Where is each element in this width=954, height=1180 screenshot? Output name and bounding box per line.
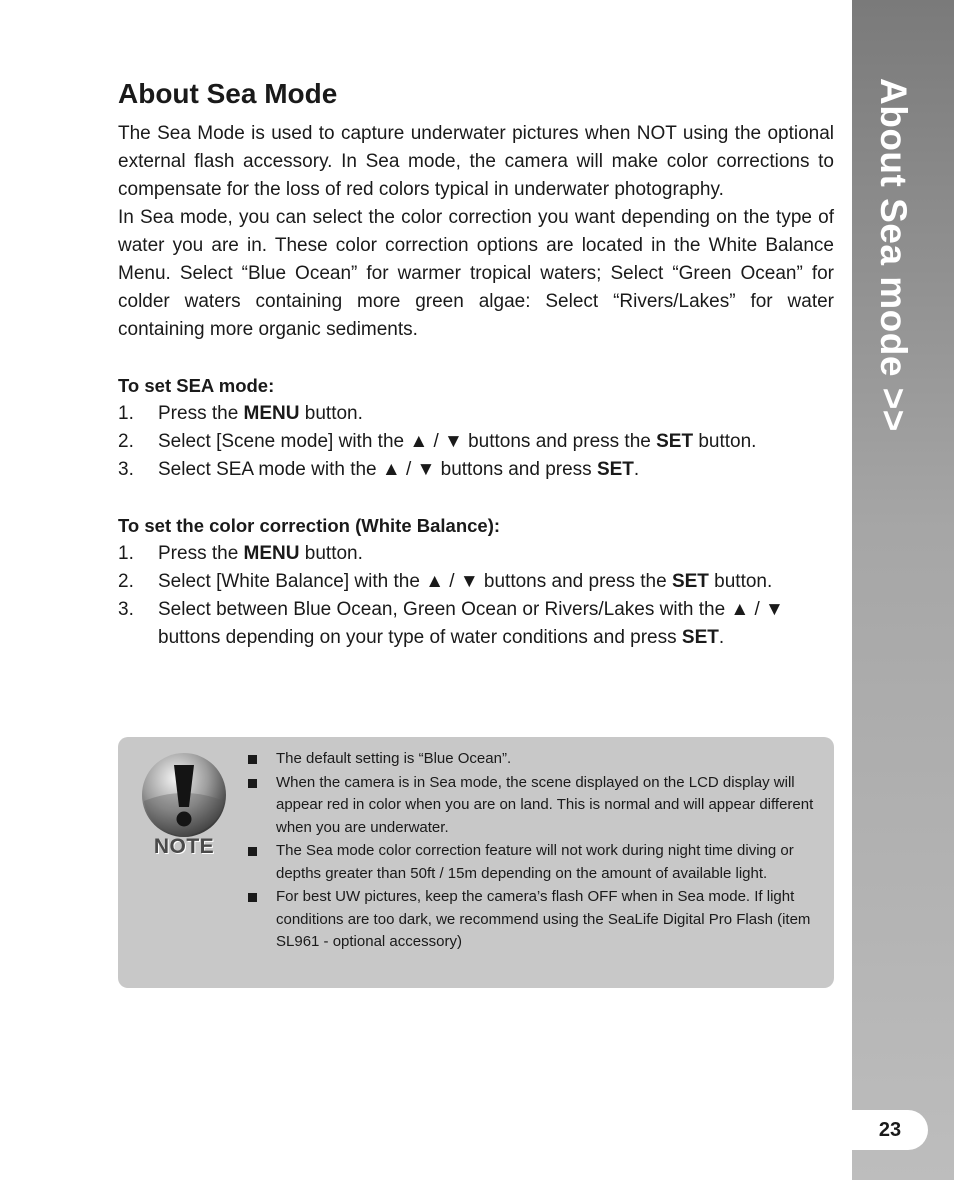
list-item — [246, 772, 822, 840]
step-key: SET — [596, 459, 634, 480]
page-title: About Sea Mode — [118, 78, 338, 109]
step-number: 1. — [118, 403, 134, 424]
step-text: Select SEA mode with the ▲ / ▼ buttons and press — [158, 459, 597, 480]
step-number: 1. — [118, 543, 134, 564]
step-text: Select [White Balance] with the ▲ / ▼ buttons and press the — [158, 571, 672, 592]
list-item — [118, 540, 834, 568]
step-number: 3. — [118, 459, 134, 480]
step-key: SET — [671, 571, 709, 592]
step-text: Press the — [158, 543, 244, 564]
list-item — [246, 748, 822, 771]
step-number: 2. — [118, 571, 134, 592]
list-item — [118, 456, 834, 484]
step-text: . — [633, 459, 640, 480]
bullet-icon — [246, 772, 276, 840]
intro-paragraph-1: The Sea Mode is used to capture underwater pictures when NOT using the optional external flash accessory. In Sea mode, the camera will make color corrections to compensate for the loss of red colors typical in underwater photography. — [118, 123, 834, 200]
step-number: 3. — [118, 599, 134, 620]
side-tab — [852, 0, 954, 1180]
white-balance-steps — [118, 540, 834, 652]
intro-paragraph-2: In Sea mode, you can select the color correction you want depending on the type of water you are in. These color correction options are located in the White Balance Menu. Select “Blue Ocean” for warmer tropical waters; Select “Green Ocean” for colder waters containing more green algae: Select “Rivers/Lakes” for water containing more organic sediments. — [118, 207, 834, 340]
list-item — [118, 400, 834, 428]
step-text: Press the — [158, 403, 244, 424]
exclamation-icon — [140, 751, 228, 839]
step-number: 2. — [118, 431, 134, 452]
step-text: Select [Scene mode] with the ▲ / ▼ buttons and press the — [158, 431, 657, 452]
step-key: SET — [656, 431, 694, 452]
note-list — [246, 748, 822, 955]
section-sea-mode-title: To set SEA mode: — [118, 375, 275, 396]
list-item — [118, 568, 834, 596]
section-white-balance-title: To set the color correction (White Balance): — [118, 515, 501, 536]
step-text: button. — [693, 431, 757, 452]
step-text: . — [718, 627, 725, 648]
list-item — [118, 428, 834, 456]
sea-mode-steps — [118, 400, 834, 484]
list-item — [246, 886, 822, 954]
bullet-icon — [246, 886, 276, 954]
note-box — [118, 737, 834, 988]
note-label: NOTE — [153, 835, 215, 858]
note-text: When the camera is in Sea mode, the scene displayed on the LCD display will appear red in color when you are on land. This is normal and will appear different when you are underwater. — [276, 773, 814, 836]
note-text: For best UW pictures, keep the camera’s flash OFF when in Sea mode. If light conditions are too dark, we recommend using the SeaLife Digital Pro Flash (item SL961 - optional accessory) — [276, 888, 811, 950]
step-text: Select between Blue Ocean, Green Ocean or Rivers/Lakes with the ▲ / ▼ buttons depending on your type of water conditions and press — [158, 599, 784, 648]
step-key: MENU — [243, 543, 300, 564]
note-text: The Sea mode color correction feature will not work during night time diving or depths greater than 50ft / 15m depending on the amount of available light. — [276, 842, 794, 882]
side-tab-title: About Sea mode >> — [873, 78, 914, 432]
main-content — [118, 76, 834, 652]
list-item — [246, 840, 822, 885]
list-item — [118, 596, 834, 652]
step-key: MENU — [243, 403, 300, 424]
step-text: button. — [299, 403, 363, 424]
step-key: SET — [681, 627, 719, 648]
note-text: The default setting is “Blue Ocean”. — [276, 750, 512, 767]
bullet-icon — [246, 748, 276, 771]
bullet-icon — [246, 840, 276, 885]
step-text: button. — [708, 571, 773, 592]
step-text: button. — [299, 543, 363, 564]
page-number: 23 — [852, 1110, 928, 1150]
